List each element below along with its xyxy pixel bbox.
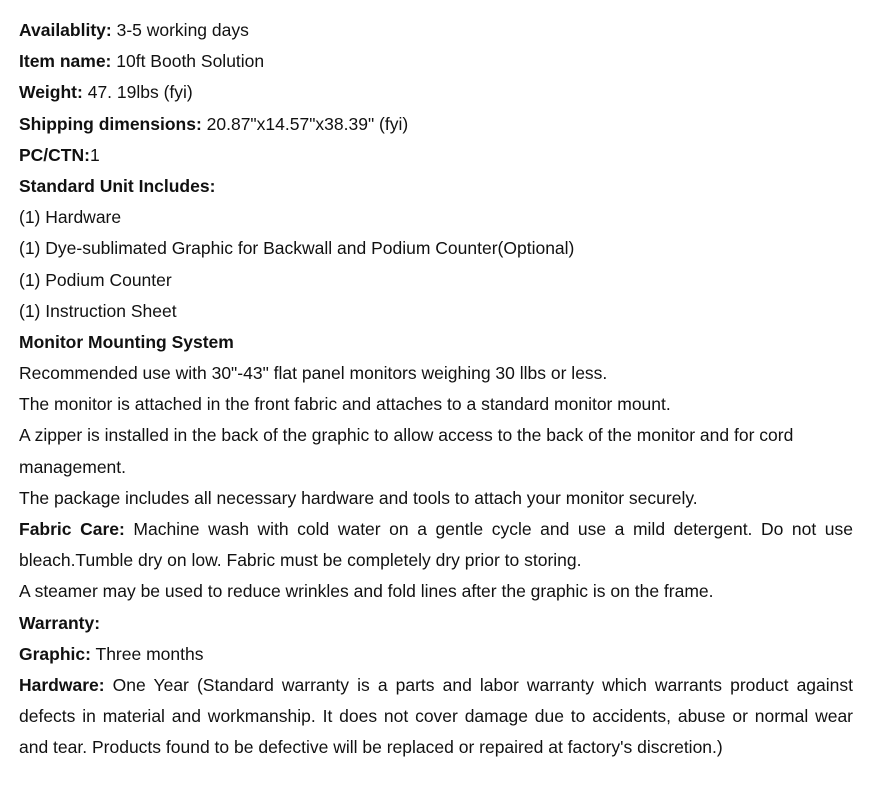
standard-unit-heading: Standard Unit Includes: (19, 175, 216, 196)
warranty-graphic-label: Graphic: (19, 643, 91, 664)
warranty-hardware-paragraph (19, 670, 853, 764)
standard-unit-item: (1) Podium Counter (19, 269, 172, 290)
standard-unit-item: (1) Dye-sublimated Graphic for Backwall and Podium Counter(Optional) (19, 238, 575, 259)
item-name-value: 10ft Booth Solution (111, 51, 265, 72)
fabric-care-paragraph (19, 514, 853, 576)
item-name-label: Item name: (19, 51, 112, 72)
fabric-care-label: Fabric Care: (19, 519, 125, 540)
shipping-dimensions-value: 20.87"x14.57"x38.39" (fyi) (201, 113, 409, 134)
shipping-dimensions-label: Shipping dimensions: (19, 113, 202, 134)
warranty-heading: Warranty: (19, 612, 101, 633)
shipping-dimensions-line (19, 109, 853, 140)
pc-ctn-value: 1 (89, 144, 100, 165)
monitor-line: Recommended use with 30"-43" flat panel monitors weighing 30 llbs or less. (19, 363, 608, 384)
monitor-mounting-heading: Monitor Mounting System (19, 331, 234, 352)
standard-unit-item: (1) Instruction Sheet (19, 300, 177, 321)
warranty-graphic-value: Three months (90, 643, 204, 664)
warranty-hardware-label: Hardware: (19, 675, 105, 695)
availability-value: 3-5 working days (111, 20, 249, 40)
monitor-line: The monitor is attached in the front fabric and attaches to a standard monitor mount. (19, 394, 671, 415)
warranty-graphic-line (19, 639, 853, 670)
weight-line (19, 77, 853, 108)
pc-ctn-line (19, 140, 853, 171)
fabric-care-extra: A steamer may be used to reduce wrinkles and fold lines after the graphic is on the frame. (19, 581, 714, 602)
availability-label: Availablity: (19, 20, 112, 40)
fabric-care-value: Machine wash with cold water on a gentle cycle and use a mild detergent. Do not use bleach.Tumble dry on low. Fabric must be completely dry prior to storing. (19, 519, 853, 571)
monitor-line: The package includes all necessary hardware and tools to attach your monitor securely. (19, 487, 698, 508)
monitor-line: A zipper is installed in the back of the graphic to allow access to the back of the monitor and for cord management. (19, 425, 794, 477)
weight-value: 47. 19lbs (fyi) (82, 82, 193, 103)
pc-ctn-label: PC/CTN: (19, 144, 90, 165)
standard-unit-item: (1) Hardware (19, 207, 122, 228)
warranty-hardware-value: One Year (Standard warranty is a parts and labor warranty which warrants product against defects in material and workmanship. It does not cover damage due to accidents, abuse or normal wear and tear. Products found to be defective will be replaced or repaired at factory's discretion.) (19, 675, 853, 758)
availability-line (19, 15, 853, 46)
item-name-line (19, 46, 853, 77)
weight-label: Weight: (19, 82, 83, 103)
